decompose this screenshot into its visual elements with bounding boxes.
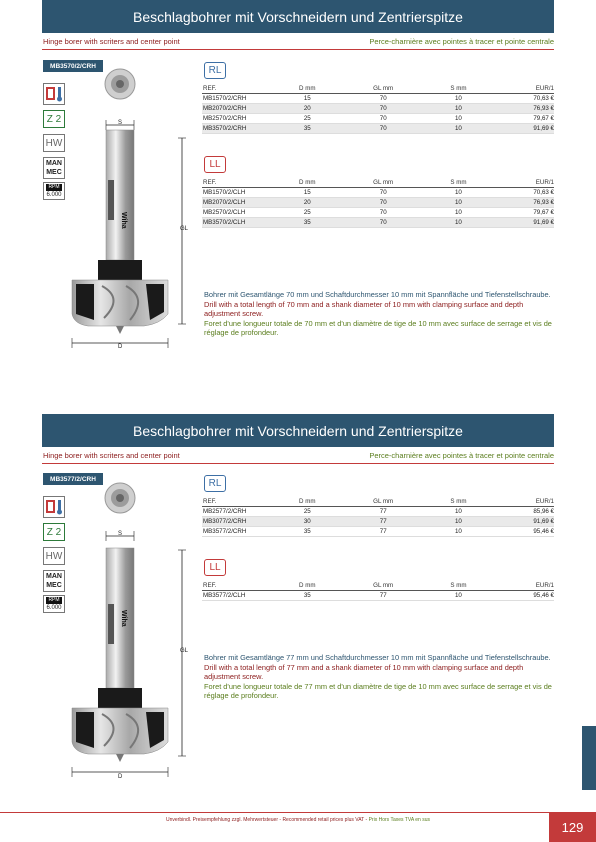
description-block — [204, 290, 554, 338]
cell-price: 91,69 € — [492, 218, 554, 228]
table-row — [202, 218, 554, 228]
col-gl: GL mm — [342, 497, 425, 507]
cell-gl: 77 — [342, 591, 425, 601]
cell-price: 76,93 € — [492, 198, 554, 208]
col-d: D mm — [273, 84, 342, 94]
drill-top-view — [105, 483, 135, 513]
cell-gl: 70 — [342, 94, 425, 104]
description-en: Drill with a total length of 77 mm and a shank diameter of 10 mm with clamping surface and depth adjustment screw. — [204, 662, 524, 681]
cell-price: 76,93 € — [492, 104, 554, 114]
section-title: Beschlagbohrer mit Vorschneidern und Zentrierspitze — [133, 422, 463, 439]
subtitle-fr: Perce-charnière avec pointes à tracer et pointe centrale — [369, 451, 554, 460]
table-row — [202, 198, 554, 208]
heat-icon — [43, 496, 65, 518]
table-row — [202, 507, 554, 517]
subtitle-line — [42, 35, 554, 50]
rl-label: RL — [208, 478, 222, 489]
cell-price: 95,46 € — [492, 591, 554, 601]
cell-gl: 77 — [342, 527, 425, 537]
cell-ref: MB3570/2/CLH — [202, 218, 273, 228]
dim-d-label: D — [118, 344, 123, 350]
svg-text:Wiha: Wiha — [120, 212, 127, 229]
col-eur: EUR/1 — [492, 84, 554, 94]
cell-price: 70,63 € — [492, 94, 554, 104]
cell-ref: MB2070/2/CLH — [202, 198, 273, 208]
rpm-label: RPM — [46, 597, 62, 604]
cell-ref: MB2570/2/CLH — [202, 208, 273, 218]
cell-d: 25 — [273, 507, 342, 517]
feed-man-text: MAN — [46, 160, 62, 167]
description-block — [204, 653, 554, 701]
material-text: HW — [45, 137, 63, 149]
rpm-icon — [43, 182, 65, 200]
subtitle-line — [42, 449, 554, 464]
description-fr: Foret d'une longueur totale de 70 mm et d'un diamètre de tige de 10 mm avec surface de serrage et vis de réglage de profondeur. — [204, 318, 552, 337]
cell-ref: MB3077/2/CRH — [202, 517, 273, 527]
section-title-banner — [42, 414, 554, 447]
col-eur: EUR/1 — [492, 178, 554, 188]
section-title: Beschlagbohrer mit Vorschneidern und Zentrierspitze — [133, 8, 463, 25]
cell-gl: 70 — [342, 114, 425, 124]
cell-s: 10 — [425, 218, 492, 228]
cell-d: 25 — [273, 208, 342, 218]
teeth-count-icon — [43, 523, 65, 541]
cell-d: 35 — [273, 591, 342, 601]
cell-gl: 70 — [342, 208, 425, 218]
col-d: D mm — [273, 581, 342, 591]
cell-ref: MB2570/2/CRH — [202, 114, 273, 124]
rpm-label: RPM — [46, 184, 62, 191]
cell-price: 79,67 € — [492, 208, 554, 218]
table-row — [202, 527, 554, 537]
cell-ref: MB1570/2/CLH — [202, 188, 273, 198]
footer-sep: - — [277, 817, 283, 823]
cell-s: 10 — [425, 114, 492, 124]
drill-drawing — [64, 476, 198, 781]
dim-s-label: S — [118, 531, 123, 537]
left-hand-badge — [204, 559, 226, 576]
page-number-text: 129 — [561, 819, 584, 835]
cell-gl: 77 — [342, 517, 425, 527]
col-ref: REF. — [202, 581, 273, 591]
cell-d: 25 — [273, 114, 342, 124]
footer-sep: - — [364, 817, 369, 823]
cell-d: 35 — [273, 527, 342, 537]
col-s: S mm — [425, 497, 492, 507]
dim-gl-label: GL — [180, 226, 189, 232]
col-gl: GL mm — [342, 84, 425, 94]
description-fr: Foret d'une longueur totale de 77 mm et d'un diamètre de tige de 10 mm avec surface de serrage et vis de réglage de profondeur. — [204, 681, 552, 700]
cell-gl: 77 — [342, 507, 425, 517]
drill-top-view — [105, 69, 135, 99]
footer-note — [0, 817, 596, 823]
table-row — [202, 208, 554, 218]
right-hand-badge — [204, 475, 226, 492]
footer-divider — [0, 812, 596, 813]
col-eur: EUR/1 — [492, 497, 554, 507]
rpm-value: 6.000 — [46, 192, 62, 198]
footer-note-en: Recommended retail prices plus VAT — [282, 817, 365, 823]
teeth-count-text: Z 2 — [46, 113, 62, 125]
cell-s: 10 — [425, 124, 492, 134]
cell-s: 10 — [425, 517, 492, 527]
dim-d-label: D — [118, 774, 123, 780]
cell-price: 91,69 € — [492, 124, 554, 134]
section-side-tab — [582, 726, 596, 790]
page-number — [549, 812, 596, 842]
cell-d: 35 — [273, 124, 342, 134]
description-en: Drill with a total length of 70 mm and a shank diameter of 10 mm with clamping surface and depth adjustment screw. — [204, 299, 524, 318]
col-gl: GL mm — [342, 178, 425, 188]
cell-gl: 70 — [342, 124, 425, 134]
cell-d: 30 — [273, 517, 342, 527]
cell-s: 10 — [425, 198, 492, 208]
cell-d: 20 — [273, 198, 342, 208]
table-row — [202, 104, 554, 114]
right-hand-badge — [204, 62, 226, 79]
cell-price: 91,69 € — [492, 517, 554, 527]
svg-text:Wiha: Wiha — [120, 610, 127, 627]
col-gl: GL mm — [342, 581, 425, 591]
col-ref: REF. — [202, 497, 273, 507]
feed-man-text: MAN — [46, 573, 62, 580]
product-code-text: MB3577/2/CRH — [50, 475, 96, 483]
cell-price: 70,63 € — [492, 188, 554, 198]
product-code-text: MB3570/2/CRH — [50, 62, 96, 70]
price-table-rl — [202, 84, 554, 134]
ll-label: LL — [209, 562, 221, 573]
table-row — [202, 124, 554, 134]
cell-ref: MB2577/2/CRH — [202, 507, 273, 517]
cell-d: 35 — [273, 218, 342, 228]
col-s: S mm — [425, 178, 492, 188]
material-text: HW — [45, 550, 63, 562]
description-de: Bohrer mit Gesamtlänge 70 mm und Schaftdurchmesser 10 mm mit Spannfläche und Tiefenstellschraube. — [204, 290, 551, 299]
subtitle-en: Hinge borer with scriters and center point — [43, 451, 180, 460]
table-row — [202, 94, 554, 104]
cell-ref: MB3577/2/CLH — [202, 591, 273, 601]
table-row — [202, 517, 554, 527]
rpm-icon — [43, 595, 65, 613]
col-eur: EUR/1 — [492, 581, 554, 591]
price-table-rl — [202, 497, 554, 537]
material-hw-icon — [43, 134, 65, 152]
table-row — [202, 114, 554, 124]
footer-note-fr: Prix Hors Taxes TVA en sus — [368, 817, 431, 823]
cell-gl: 70 — [342, 104, 425, 114]
rl-label: RL — [208, 65, 222, 76]
cell-d: 15 — [273, 188, 342, 198]
cell-gl: 70 — [342, 188, 425, 198]
cell-price: 79,67 € — [492, 114, 554, 124]
footer-note-de: Unverbindl. Preisempfehlung zzgl. Mehrwertsteuer — [165, 817, 278, 823]
cell-ref: MB1570/2/CRH — [202, 94, 273, 104]
subtitle-fr: Perce-charnière avec pointes à tracer et pointe centrale — [369, 37, 554, 46]
rpm-value: 6.000 — [46, 605, 62, 611]
cell-gl: 70 — [342, 218, 425, 228]
price-table-ll — [202, 178, 554, 228]
col-ref: REF. — [202, 84, 273, 94]
feed-mec-text: MEC — [46, 582, 62, 589]
col-d: D mm — [273, 497, 342, 507]
drill-drawing — [64, 62, 198, 352]
ll-label: LL — [209, 159, 221, 170]
feed-mec-text: MEC — [46, 169, 62, 176]
table-row — [202, 188, 554, 198]
cell-ref: MB2070/2/CRH — [202, 104, 273, 114]
cell-s: 10 — [425, 188, 492, 198]
heat-icon — [43, 83, 65, 105]
cell-s: 10 — [425, 94, 492, 104]
section-title-banner — [42, 0, 554, 33]
feed-type-icon — [43, 570, 65, 592]
cell-price: 95,46 € — [492, 527, 554, 537]
cell-ref: MB3570/2/CRH — [202, 124, 273, 134]
cell-s: 10 — [425, 104, 492, 114]
col-ref: REF. — [202, 178, 273, 188]
dim-s-label: S — [118, 120, 123, 126]
col-s: S mm — [425, 84, 492, 94]
feed-type-icon — [43, 157, 65, 179]
table-row — [202, 591, 554, 601]
col-s: S mm — [425, 581, 492, 591]
cell-d: 15 — [273, 94, 342, 104]
teeth-count-text: Z 2 — [46, 526, 62, 538]
dim-gl-label: GL — [180, 648, 189, 654]
cell-s: 10 — [425, 507, 492, 517]
material-hw-icon — [43, 547, 65, 565]
col-d: D mm — [273, 178, 342, 188]
cell-ref: MB3577/2/CRH — [202, 527, 273, 537]
cell-price: 85,96 € — [492, 507, 554, 517]
cell-s: 10 — [425, 208, 492, 218]
left-hand-badge — [204, 156, 226, 173]
cell-d: 20 — [273, 104, 342, 114]
cell-s: 10 — [425, 591, 492, 601]
price-table-ll — [202, 581, 554, 601]
cell-gl: 70 — [342, 198, 425, 208]
teeth-count-icon — [43, 110, 65, 128]
subtitle-en: Hinge borer with scriters and center point — [43, 37, 180, 46]
cell-s: 10 — [425, 527, 492, 537]
description-de: Bohrer mit Gesamtlänge 77 mm und Schaftdurchmesser 10 mm mit Spannfläche und Tiefenstellschraube. — [204, 653, 551, 662]
